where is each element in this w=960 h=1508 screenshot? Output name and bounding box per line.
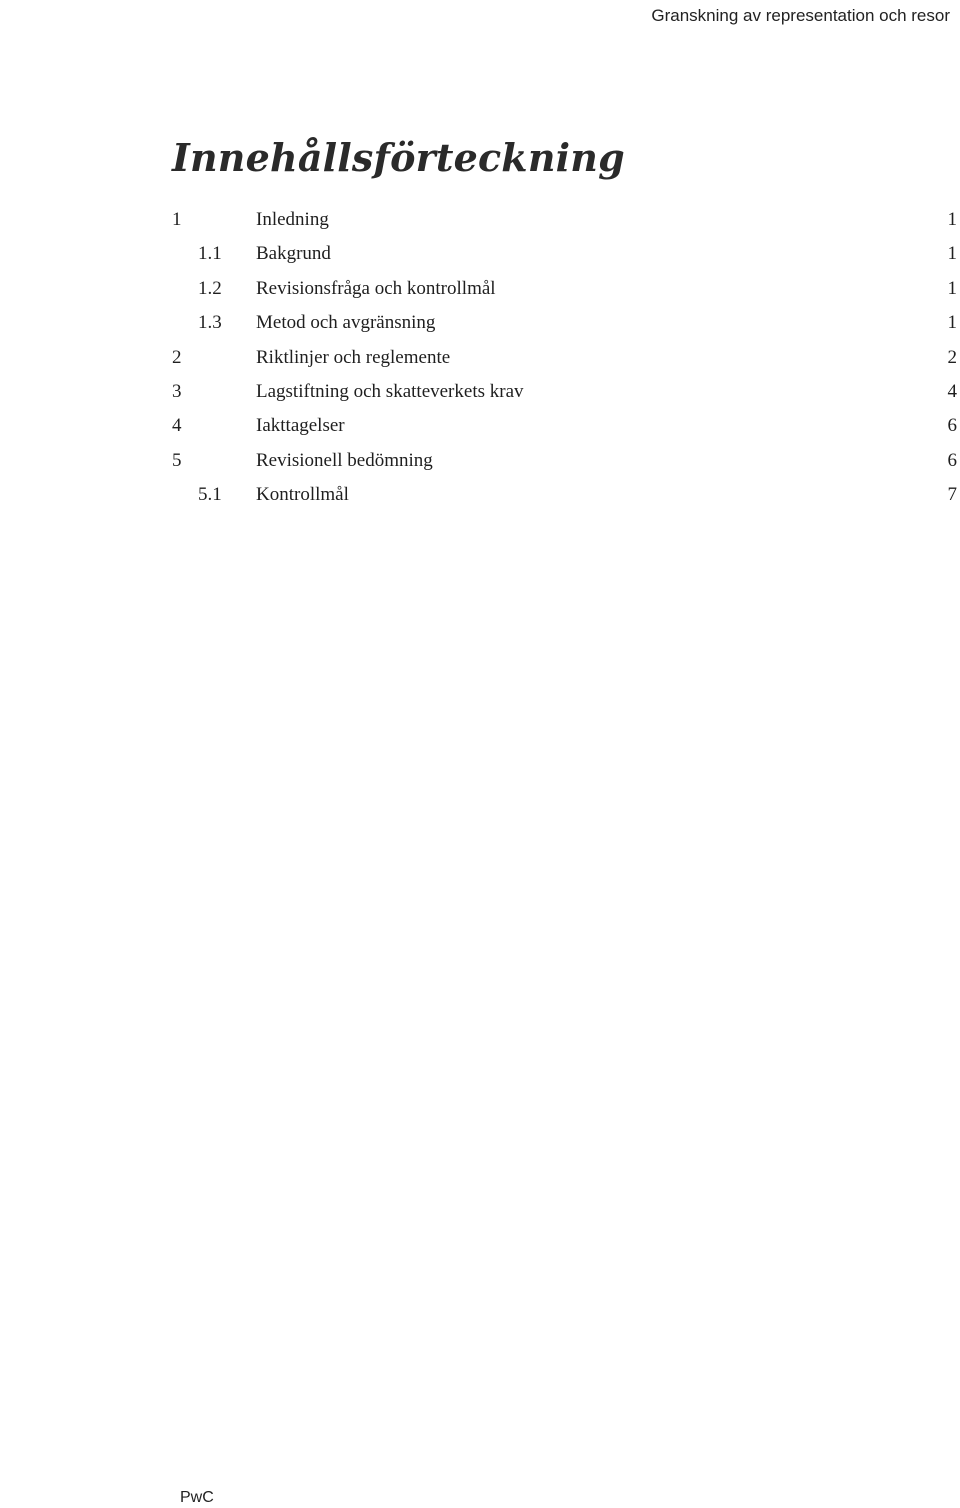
toc-entry[interactable] — [0, 205, 960, 239]
toc-entry-label: Inledning — [256, 209, 329, 230]
toc-entry-number: 1 — [172, 209, 182, 230]
toc-entry-page: 6 — [947, 415, 957, 437]
toc-entry-number: 5 — [172, 449, 182, 471]
toc-entry-label: Kontrollmål — [256, 484, 349, 506]
toc-entry-page: 1 — [947, 312, 957, 334]
toc-entry-number: 1.1 — [198, 243, 222, 265]
toc-entry[interactable] — [0, 239, 960, 273]
toc-entry[interactable] — [0, 377, 960, 411]
toc-entry-page: 1 — [947, 277, 957, 299]
toc-entry-number: 5.1 — [198, 484, 222, 506]
toc-entry[interactable] — [0, 446, 960, 480]
toc-entry[interactable] — [0, 411, 960, 445]
toc-entry-label: Bakgrund — [256, 243, 331, 265]
toc-entry[interactable] — [0, 308, 960, 342]
toc-entry-page: 2 — [947, 346, 957, 368]
toc-entry-number: 2 — [172, 346, 182, 368]
toc-entry-number: 1.2 — [198, 277, 222, 299]
toc-entry[interactable] — [0, 274, 960, 308]
toc-entry-page: 6 — [947, 449, 957, 471]
toc-entry-number: 4 — [172, 415, 182, 437]
toc-entry-label: Iakttagelser — [256, 415, 345, 437]
toc-entry-label: Revisionsfråga och kontrollmål — [256, 277, 496, 299]
table-of-contents — [0, 205, 960, 515]
page-footer: PwC — [180, 1489, 214, 1506]
toc-entry-page: 1 — [947, 209, 957, 230]
toc-entry-number: 1.3 — [198, 312, 222, 334]
toc-entry[interactable] — [0, 480, 960, 514]
page-header: Granskning av representation och resor — [651, 6, 950, 25]
toc-entry-number: 3 — [172, 380, 182, 402]
toc-entry-label: Riktlinjer och reglemente — [256, 346, 451, 368]
toc-entry-label: Lagstiftning och skatteverkets krav — [256, 380, 524, 402]
toc-entry-label: Metod och avgränsning — [256, 312, 436, 334]
page-title: Innehållsförteckning — [172, 135, 625, 180]
toc-entry[interactable] — [0, 343, 960, 377]
toc-entry-page: 4 — [947, 380, 957, 402]
toc-entry-label: Revisionell bedömning — [256, 449, 433, 471]
toc-entry-page: 7 — [947, 484, 957, 506]
toc-entry-page: 1 — [947, 243, 957, 265]
